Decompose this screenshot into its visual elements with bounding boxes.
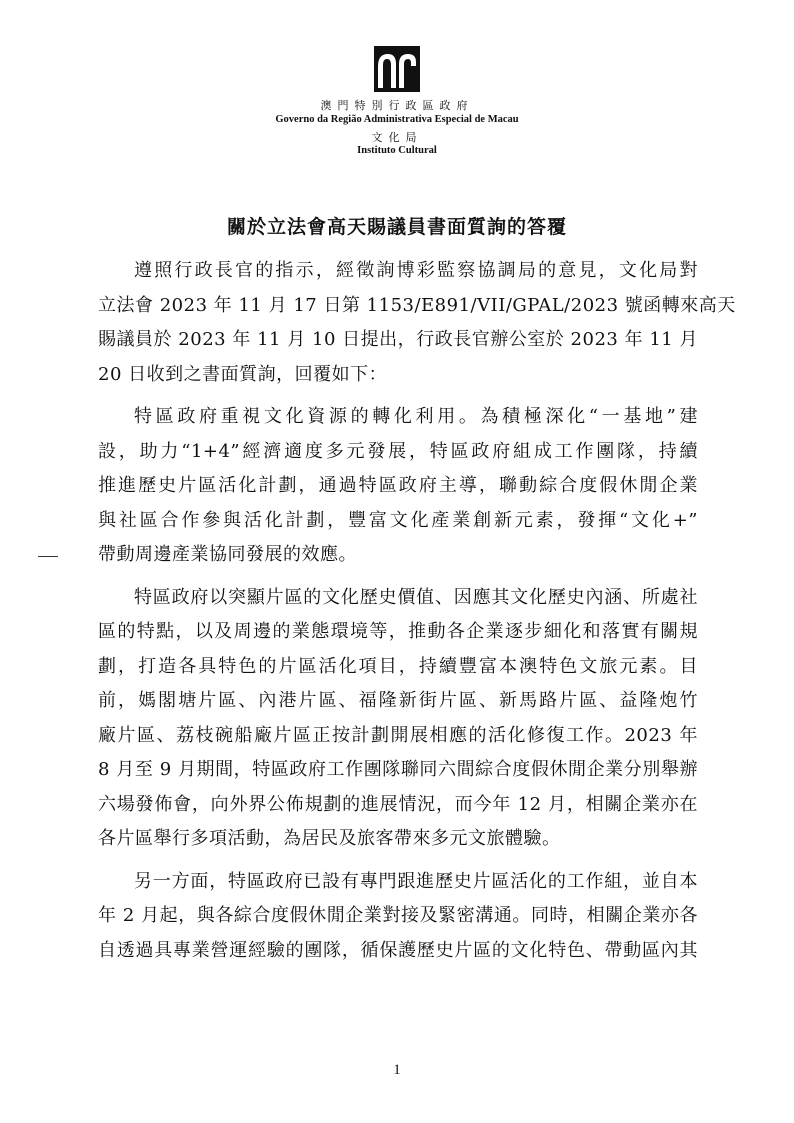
paragraph-line: 各片區舉行多項活動，為居民及旅客帶來多元文旅體驗。 [98, 828, 561, 849]
paragraph-line: 設，助力“1+4”經濟適度多元發展，特區政府組成工作團隊，持續 [98, 440, 698, 462]
paragraph-line: 推進歷史片區活化計劃，通過特區政府主導，聯動綜合度假休閒企業 [98, 475, 698, 496]
paragraph-line: 區的特點，以及周邊的業態環境等，推動各企業逐步細化和落實有關規 [98, 621, 698, 642]
paragraph-4 [98, 865, 698, 969]
paragraph-3 [98, 581, 698, 857]
government-name-portuguese: Governo da Região Administrativa Especial de Macau [275, 114, 519, 125]
document-body [98, 254, 736, 976]
paragraph-line: 另一方面，特區政府已設有專門跟進歷史片區活化的工作組，並自本 [134, 870, 698, 892]
paragraph-line: 自透過具專業營運經驗的團隊，循保護歷史片區的文化特色、帶動區內其 [98, 939, 698, 961]
paragraph-line: 前，媽閣塘片區、內港片區、福隆新街片區、新馬路片區、益隆炮竹 [98, 690, 698, 711]
paragraph-line: 遵照行政長官的指示，經徵詢博彩監察協調局的意見，文化局對 [134, 260, 698, 281]
margin-mark [38, 556, 58, 557]
paragraph-line: 廠片區、荔枝碗船廠片區正按計劃開展相應的活化修復工作。2023 年 [98, 724, 698, 746]
paragraph-line: 立法會 2023 年 11 月 17 日第 1153/E891/VII/GPAL/2023 號函轉來高天 [98, 294, 736, 316]
paragraph-2 [98, 400, 698, 573]
paragraph-line: 帶動周邊產業協同發展的效應。 [98, 544, 357, 565]
government-name-chinese: 澳門特別行政區政府 [320, 99, 474, 112]
paragraph-line: 年 2 月起，與各綜合度假休閒企業對接及緊密溝通。同時，相關企業亦各 [98, 905, 698, 926]
paragraph-line: 賜議員於 2023 年 11 月 10 日提出，行政長官辦公室於 2023 年 11 月 [98, 329, 698, 350]
document-title: 關於立法會高天賜議員書面質詢的答覆 [226, 216, 567, 238]
paragraph-line: 8 月至 9 月期間，特區政府工作團隊聯同六間綜合度假休閒企業分別舉辦 [98, 759, 698, 780]
paragraph-line: 與社區合作參與活化計劃，豐富文化產業創新元素，發揮“文化+” [98, 509, 698, 531]
paragraph-line: 特區政府以突顯片區的文化歷史價值、因應其文化歷史內涵、所處社 [134, 586, 698, 608]
page-number: 1 [393, 1062, 401, 1078]
paragraph-1 [98, 254, 736, 392]
paragraph-line: 六場發佈會，向外界公佈規劃的進展情況，而今年 12 月，相關企業亦在 [98, 793, 698, 815]
department-name-portuguese: Instituto Cultural [357, 145, 437, 156]
department-name-chinese: 文化局 [371, 131, 423, 144]
paragraph-line: 特區政府重視文化資源的轉化利用。為積極深化“一基地”建 [134, 406, 698, 427]
paragraph-line: 劃，打造各具特色的片區活化項目，持續豐富本澳特色文旅元素。目 [98, 655, 698, 677]
paragraph-line: 20 日收到之書面質詢，回覆如下： [98, 363, 388, 385]
macau-government-logo-icon [374, 46, 420, 92]
